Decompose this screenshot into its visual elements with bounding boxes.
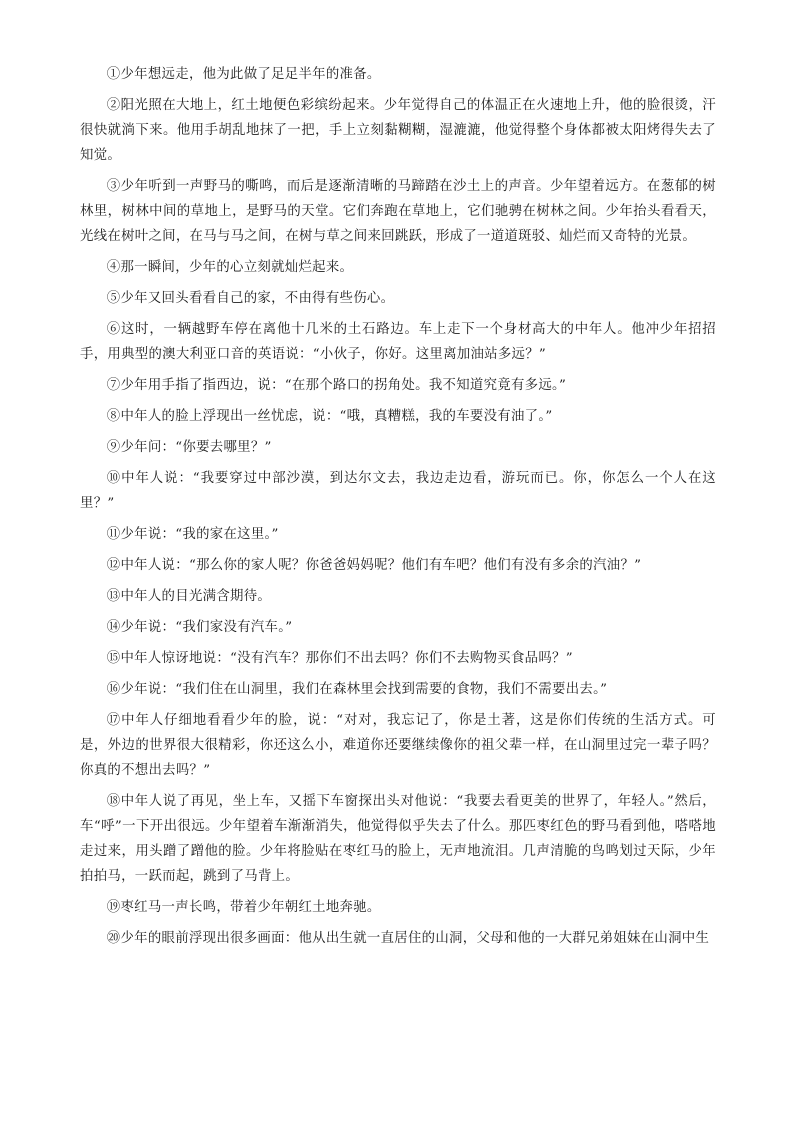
paragraph-9: ⑨少年问：“你要去哪里？” <box>106 440 272 455</box>
paragraph-4: ④那一瞬间，少年的心立刻就灿烂起来。 <box>106 260 354 275</box>
paragraph-15: ⑮中年人惊讶地说：“没有汽车？那你们不出去吗？你们不去购物买食品吗？” <box>106 651 573 666</box>
paragraph-6: ⑥这时，一辆越野车停在离他十几米的土石路边。车上走下一个身材高大的中年人。他冲少年招招手，用典型的澳大利亚口音的英语说：“小伙子，你好。这里离加油站多远？” <box>80 322 716 362</box>
paragraph-19: ⑲枣红马一声长鸣，带着少年朝红土地奔驰。 <box>106 900 381 915</box>
paragraph-13: ⑬中年人的目光满含期待。 <box>106 589 272 604</box>
paragraph-17: ⑰中年人仔细地看看少年的脸，说：“对对，我忘记了，你是土著，这是你们传统的生活方式。可是，外边的世界很大很精彩，你还这么小，难道你还要继续像你的祖父辈一样，在山洞里过完一辈子吗？你真的不想出去吗？” <box>80 713 716 778</box>
paragraph-20: ⑳少年的眼前浮现出很多画面：他从出生就一直居住的山洞，父母和他的一大群兄弟姐妹在山洞中生 <box>106 931 710 946</box>
paragraph-8: ⑧中年人的脸上浮现出一丝忧虑，说：“哦，真糟糕，我的车要没有油了。” <box>106 409 553 424</box>
paragraph-16: ⑯少年说：“我们住在山洞里，我们在森林里会找到需要的食物，我们不需要出去。” <box>106 682 608 697</box>
paragraph-12: ⑫中年人说：“那么你的家人呢？你爸爸妈妈呢？他们有车吧？他们有没有多余的汽油？” <box>106 558 642 573</box>
paragraph-2: ②阳光照在大地上，红土地便色彩缤纷起来。少年觉得自己的体温正在火速地上升，他的脸很烫，汗很快就淌下来。他用手胡乱地抹了一把，手上立刻黏糊糊，湿漉漉，他觉得整个身体都被太阳烤得失去了知觉。 <box>80 98 716 163</box>
paragraph-1: ①少年想远走，他为此做了足足半年的准备。 <box>106 67 381 82</box>
paragraph-5: ⑤少年又回头看看自己的家，不由得有些伤心。 <box>106 291 395 306</box>
paragraph-11: ⑪少年说：“我的家在这里。” <box>106 527 279 542</box>
paragraph-7: ⑦少年用手指了指西边，说：“在那个路口的拐角处。我不知道究竟有多远。” <box>106 378 567 393</box>
paragraph-3: ③少年听到一声野马的嘶鸣，而后是逐渐清晰的马蹄踏在沙土上的声音。少年望着远方。在葱郁的树林里，树林中间的草地上，是野马的天堂。它们奔跑在草地上，它们驰骋在树林之间。少年抬头看看天，光线在树叶之间，在马与马之间，在树与草之间来回跳跃，形成了一道道斑驳、灿烂而又奇特的光景。 <box>80 179 716 244</box>
paragraph-10: ⑩中年人说：“我要穿过中部沙漠，到达尔文去，我边走边看，游玩而已。你，你怎么一个人在这里？” <box>80 471 716 511</box>
paragraph-14: ⑭少年说：“我们家没有汽车。” <box>106 620 293 635</box>
paragraph-18: ⑱中年人说了再见，坐上车，又摇下车窗探出头对他说：“我要去看更美的世界了，年轻人。”然后，车“呼”一下开出很远。少年望着车渐渐消失，他觉得似乎失去了什么。那匹枣红色的野马看到他，嗒嗒地走过来，用头蹭了蹭他的脸。少年将脸贴在枣红马的脸上，无声地流泪。几声清脆的鸟鸣划过天际，少年拍拍马，一跃而起，跳到了马背上。 <box>80 794 716 884</box>
article-body <box>80 62 716 957</box>
